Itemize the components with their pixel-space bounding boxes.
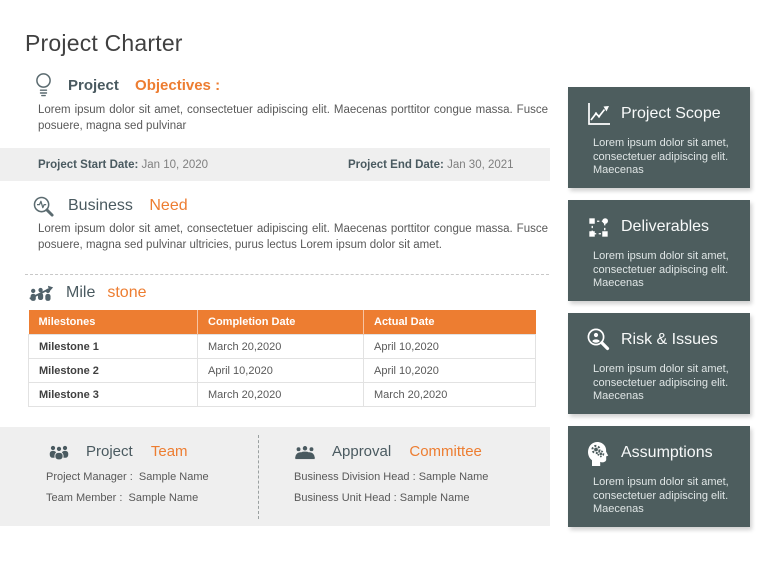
col-header-completion-date: Completion Date — [198, 310, 364, 335]
team-approval-panel — [0, 427, 550, 526]
cell-milestone-2: Milestone 2 — [29, 359, 198, 383]
business-need-body: Lorem ipsum dolor sit amet, consectetuer adipiscing elit. Maecenas porttitor congue massa. Fusce posuere, magna sed pulvinar ultricies, purus lectus Lorem ipsum dolor sit amet. — [38, 223, 548, 251]
nodes-icon — [584, 213, 612, 241]
people-trend-icon — [28, 280, 54, 306]
magnifier-pulse-icon — [30, 193, 56, 219]
start-date-label: Project Start Date: — [38, 158, 142, 171]
lightbulb-icon — [30, 72, 56, 98]
line-chart-icon — [584, 100, 612, 128]
team-icon — [46, 438, 72, 464]
team-title-accent: Team — [150, 442, 188, 460]
cell-m2-actual: April 10,2020 — [364, 359, 536, 383]
approval-title-accent: Committee — [409, 442, 482, 460]
card-body: Lorem ipsum dolor sit amet, consectetuer adipiscing elit. Maecenas — [593, 363, 729, 402]
cell-m2-completion: April 10,2020 — [198, 359, 364, 383]
milestones-table — [28, 310, 536, 407]
team-line-project-manager: Project Manager : Sample Name — [46, 471, 209, 483]
table-row — [29, 383, 536, 407]
side-card-assumptions — [568, 426, 750, 527]
end-date-label: Project End Date: — [348, 158, 448, 171]
business-need-title-dark: Business — [68, 197, 138, 214]
card-header — [584, 213, 709, 241]
card-title: Project Scope — [621, 105, 721, 122]
table-row — [29, 359, 536, 383]
side-card-risk-issues — [568, 313, 750, 414]
milestone-title-accent: stone — [107, 284, 147, 301]
team-line-team-member: Team Member : Sample Name — [46, 492, 199, 504]
objectives-title-accent: Objectives : — [135, 76, 221, 94]
cell-m1-completion: March 20,2020 — [198, 335, 364, 359]
cell-milestone-3: Milestone 3 — [29, 383, 198, 407]
approval-line-division-head: Business Division Head : Sample Name — [294, 471, 489, 483]
project-end-date — [348, 148, 514, 181]
table-row — [29, 335, 536, 359]
team-title-dark: Project — [86, 442, 137, 460]
page-title: Project Charter — [25, 30, 183, 56]
card-title: Deliverables — [621, 218, 710, 235]
objectives-title-dark: Project — [68, 76, 124, 94]
approval-line-unit-head: Business Unit Head : Sample Name — [294, 492, 470, 504]
card-title: Assumptions — [621, 444, 713, 461]
vertical-dotted-divider — [258, 435, 259, 519]
start-date-value: Jan 10, 2020 — [141, 158, 209, 171]
cell-milestone-1: Milestone 1 — [29, 335, 198, 359]
project-team-header — [46, 438, 188, 464]
committee-icon — [292, 438, 318, 464]
approval-committee-header — [292, 438, 482, 464]
milestone-title-dark: Mile — [66, 284, 96, 301]
objectives-body: Lorem ipsum dolor sit amet, consectetuer adipiscing elit. Maecenas porttitor congue massa. Fusce posuere, magna sed pulvinar — [38, 104, 548, 132]
table-header-row — [29, 310, 536, 335]
card-header — [584, 439, 713, 467]
col-header-milestones: Milestones — [29, 310, 198, 335]
cell-m1-actual: April 10,2020 — [364, 335, 536, 359]
business-need-title-accent: Need — [149, 197, 188, 214]
card-body: Lorem ipsum dolor sit amet, consectetuer adipiscing elit. Maecenas — [593, 476, 729, 515]
approval-title-dark: Approval — [332, 442, 396, 460]
card-title: Risk & Issues — [621, 331, 718, 348]
col-header-actual-date: Actual Date — [364, 310, 536, 335]
cell-m3-completion: March 20,2020 — [198, 383, 364, 407]
card-header — [584, 326, 718, 354]
project-start-date — [38, 148, 208, 181]
dates-bar — [0, 148, 550, 181]
card-body: Lorem ipsum dolor sit amet, consectetuer adipiscing elit. Maecenas — [593, 250, 729, 289]
cell-m3-actual: March 20,2020 — [364, 383, 536, 407]
card-body: Lorem ipsum dolor sit amet, consectetuer adipiscing elit. Maecenas — [593, 137, 729, 176]
head-gears-icon — [584, 439, 612, 467]
objectives-header — [30, 72, 220, 98]
milestone-header — [28, 280, 146, 306]
card-header — [584, 100, 721, 128]
end-date-value: Jan 30, 2021 — [447, 158, 514, 171]
side-card-project-scope — [568, 87, 750, 188]
dotted-divider — [25, 274, 549, 275]
side-card-deliverables — [568, 200, 750, 301]
business-need-header — [30, 193, 188, 219]
magnifier-person-icon — [584, 326, 612, 354]
